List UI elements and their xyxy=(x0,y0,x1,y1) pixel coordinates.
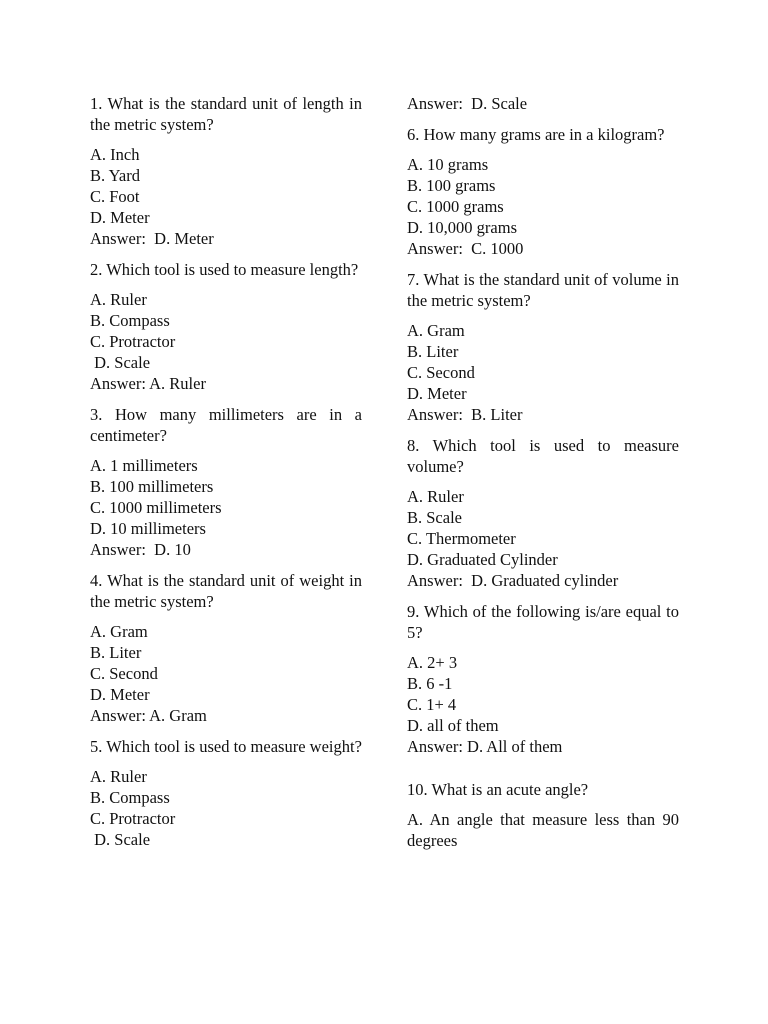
answer-line: Answer: A. Ruler xyxy=(90,374,206,393)
question-block-4 xyxy=(90,570,362,726)
options-list xyxy=(90,766,362,850)
question-text: 10. What is an acute angle? xyxy=(407,780,589,799)
option-a: A. Ruler xyxy=(90,290,147,309)
option-b: B. 6 -1 xyxy=(407,674,453,693)
answer-line: Answer: A. Gram xyxy=(90,706,207,725)
question-text: 1. What is the standard unit of length in the metric system? xyxy=(90,94,362,134)
option-b: B. 100 grams xyxy=(407,176,496,195)
option-a: A. 10 grams xyxy=(407,155,489,174)
right-column xyxy=(407,93,679,861)
option-c: C. 1+ 4 xyxy=(407,695,457,714)
option-d: D. 10,000 grams xyxy=(407,218,517,237)
option-a: A. Inch xyxy=(90,145,140,164)
question-block-5 xyxy=(90,736,362,850)
options-list xyxy=(90,289,362,394)
option-a: A. Gram xyxy=(90,622,148,641)
option-a: A. Ruler xyxy=(407,487,464,506)
option-c: C. Protractor xyxy=(90,332,176,351)
option-c: C. Second xyxy=(90,664,158,683)
question-block-8 xyxy=(407,435,679,591)
option-b: B. Compass xyxy=(90,788,170,807)
answer-line: Answer: D. 10 xyxy=(90,540,191,559)
option-b: B. Yard xyxy=(90,166,140,185)
option-a: A. 2+ 3 xyxy=(407,653,458,672)
option-b: B. Compass xyxy=(90,311,170,330)
question-block-10 xyxy=(407,779,679,851)
question-text: 2. Which tool is used to measure length? xyxy=(90,260,359,279)
question-text: 3. How many millimeters are in a centimeter? xyxy=(90,405,362,445)
options-list xyxy=(90,455,362,560)
option-d: D. Graduated Cylinder xyxy=(407,550,558,569)
question-block-1 xyxy=(90,93,362,249)
option-a: A. Ruler xyxy=(90,767,147,786)
question-block-2 xyxy=(90,259,362,394)
option-d: D. Scale xyxy=(90,830,151,849)
option-c: C. 1000 millimeters xyxy=(90,498,222,517)
option-b: B. 100 millimeters xyxy=(90,477,214,496)
option-c: C. Second xyxy=(407,363,475,382)
question-text: 6. How many grams are in a kilogram? xyxy=(407,125,665,144)
question-block-6 xyxy=(407,124,679,259)
option-d: D. Meter xyxy=(407,384,467,403)
answer-line: Answer: D. Meter xyxy=(90,229,214,248)
question-block-3 xyxy=(90,404,362,560)
option-a: A. Gram xyxy=(407,321,465,340)
option-c: C. Thermometer xyxy=(407,529,516,548)
question-text: 4. What is the standard unit of weight in the metric system? xyxy=(90,571,362,611)
option-b: B. Liter xyxy=(407,342,459,361)
answer-line-question-5: Answer: D. Scale xyxy=(407,94,528,113)
left-column xyxy=(90,93,362,860)
option-d: D. all of them xyxy=(407,716,499,735)
option-d: D. Meter xyxy=(90,685,150,704)
option-c: C. Protractor xyxy=(90,809,176,828)
options-list xyxy=(90,144,362,249)
options-list xyxy=(90,621,362,726)
option-d: D. 10 millimeters xyxy=(90,519,206,538)
option-d: D. Scale xyxy=(90,353,151,372)
option-a: A. 1 millimeters xyxy=(90,456,198,475)
options-list xyxy=(407,154,679,259)
answer-line: Answer: C. 1000 xyxy=(407,239,524,258)
option-c: C. Foot xyxy=(90,187,140,206)
option-b: B. Liter xyxy=(90,643,142,662)
options-list xyxy=(407,809,679,851)
question-text: 7. What is the standard unit of volume in the metric system? xyxy=(407,270,679,310)
option-b: B. Scale xyxy=(407,508,462,527)
question-text: 5. Which tool is used to measure weight? xyxy=(90,737,362,756)
options-list xyxy=(407,652,679,757)
question-block-7 xyxy=(407,269,679,425)
question-text: 9. Which of the following is/are equal to 5? xyxy=(407,602,679,642)
option-c: C. 1000 grams xyxy=(407,197,504,216)
question-block-9 xyxy=(407,601,679,757)
answer-line: Answer: D. All of them xyxy=(407,737,563,756)
option-a: A. An angle that measure less than 90 degrees xyxy=(407,810,679,850)
question-text: 8. Which tool is used to measure volume? xyxy=(407,436,679,476)
options-list xyxy=(407,486,679,591)
answer-line: Answer: B. Liter xyxy=(407,405,523,424)
answer-line: Answer: D. Graduated cylinder xyxy=(407,571,619,590)
options-list xyxy=(407,320,679,425)
option-d: D. Meter xyxy=(90,208,150,227)
